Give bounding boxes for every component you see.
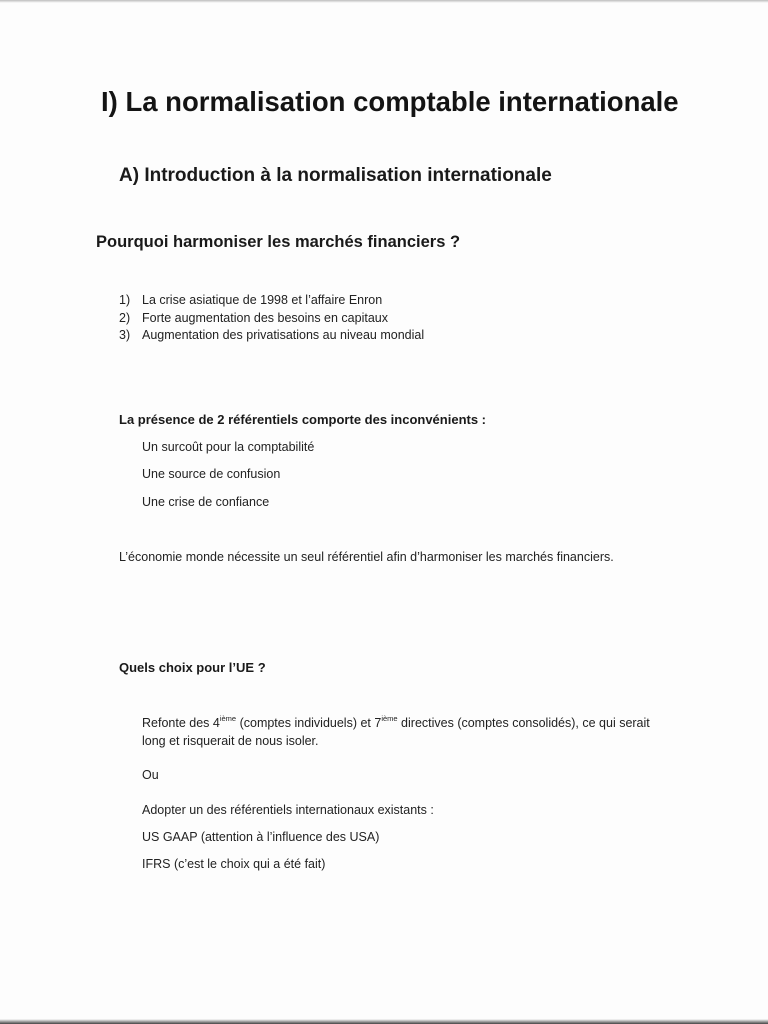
framework-item: IFRS (c’est le choix qui a été fait) (142, 857, 326, 871)
section-title: A) Introduction à la normalisation internationale (119, 165, 552, 186)
conclusion-paragraph: L’économie monde nécessite un seul référentiel afin d’harmoniser les marchés financiers. (119, 550, 614, 564)
drawback-item: Une source de confusion (142, 467, 281, 481)
document-title: I) La normalisation comptable internationale (101, 86, 679, 117)
list-number: 2) (119, 310, 131, 325)
reasons-list (119, 292, 424, 345)
eu-choice-heading: Quels choix pour l’UE ? (119, 660, 266, 675)
list-item-text: Augmentation des privatisations au niveau mondial (142, 328, 425, 342)
superscript: ième (219, 714, 237, 723)
drawback-item: Une crise de confiance (142, 495, 270, 509)
page-top-edge (0, 0, 768, 3)
option-text-part: (comptes individuels) et 7 (236, 716, 382, 730)
list-item-text: Forte augmentation des besoins en capitaux (142, 310, 388, 325)
list-item-text: La crise asiatique de 1998 et l’affaire Enron (142, 293, 383, 307)
drawback-item: Un surcoût pour la comptabilité (142, 440, 315, 454)
option-refonte-line2: long et risquerait de nous isoler. (142, 734, 319, 748)
list-item (119, 292, 424, 310)
list-number: 3) (119, 328, 131, 342)
framework-item: US GAAP (attention à l’influence des USA) (142, 830, 380, 844)
option-refonte-line1 (142, 716, 650, 730)
superscript: ième (381, 714, 398, 723)
list-item (119, 310, 424, 328)
page-bottom-edge (0, 1019, 768, 1024)
option-text-part: directives (comptes consolidés), ce qui serait (397, 716, 650, 730)
option-adopt: Adopter un des référentiels internationaux existants : (142, 803, 434, 817)
list-number: 1) (119, 293, 131, 307)
question-title: Pourquoi harmoniser les marchés financiers ? (96, 233, 461, 251)
list-item (119, 327, 424, 345)
drawbacks-heading: La présence de 2 référentiels comporte des inconvénients : (119, 412, 487, 427)
option-text-part: Refonte des 4 (142, 716, 220, 730)
or-text: Ou (142, 768, 159, 782)
